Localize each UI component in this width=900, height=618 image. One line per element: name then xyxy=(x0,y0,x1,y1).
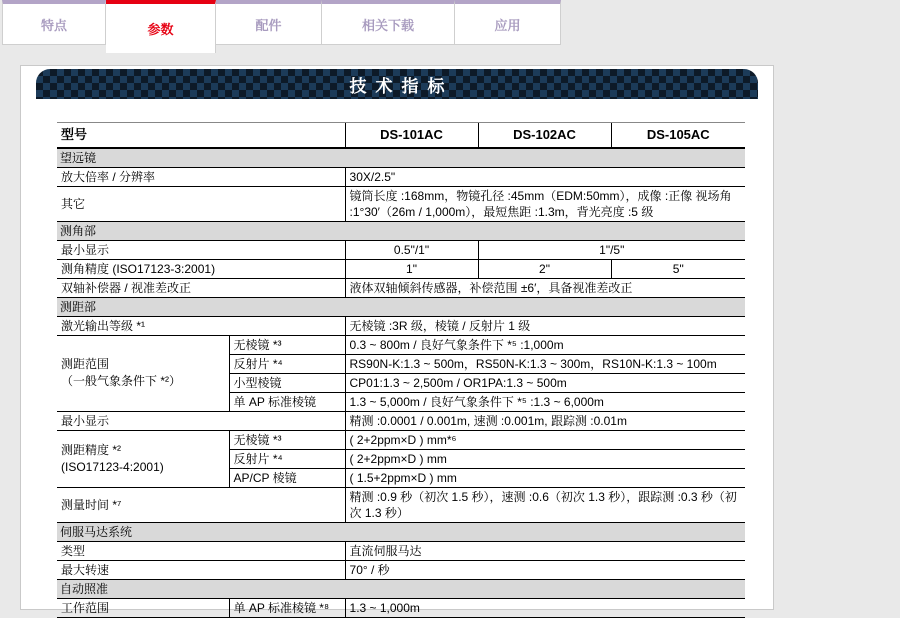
measure-time-value: 精测 :0.9 秒（初次 1.5 秒），速测 :0.6（初次 1.3 秒），跟踪测 :0.3 秒（初次 1.3 秒） xyxy=(345,487,745,522)
row-distance-min-display xyxy=(57,411,745,430)
servo-type-label: 类型 xyxy=(57,541,345,560)
servo-speed-value: 70° / 秒 xyxy=(345,560,745,579)
row-measure-time xyxy=(57,487,745,522)
accuracy-sheet-value: ( 2+2ppm×D ) mm xyxy=(345,449,745,468)
angle-accuracy-label: 测角精度 (ISO17123-3:2001) xyxy=(57,259,345,278)
distance-min-display-label: 最小显示 xyxy=(57,411,345,430)
tab-accessories-label: 配件 xyxy=(255,17,282,33)
tab-downloads[interactable] xyxy=(322,0,455,45)
tab-downloads-label: 相关下载 xyxy=(361,17,414,33)
section-row-servo xyxy=(57,522,745,541)
section-row-distance xyxy=(57,297,745,316)
magnification-label: 放大倍率 / 分辨率 xyxy=(57,167,345,186)
section-title-servo: 伺服马达系统 xyxy=(57,522,745,541)
row-accuracy-reflectorless xyxy=(57,430,745,449)
tab-accessories[interactable] xyxy=(216,0,322,45)
angle-accuracy-ds105: 5" xyxy=(611,259,745,278)
angle-min-display-ds102-105: 1"/5" xyxy=(478,240,745,259)
section-row-telescope xyxy=(57,148,745,168)
model-ds101ac: DS-101AC xyxy=(345,123,478,148)
tab-bar xyxy=(2,0,561,53)
tech-spec-banner xyxy=(36,69,758,99)
section-title-angle: 测角部 xyxy=(57,221,745,240)
tab-parameters[interactable] xyxy=(106,0,216,53)
range-ap-prism-sub: 单 AP 标准棱镜 xyxy=(229,392,345,411)
working-range-sub: 单 AP 标准棱镜 *⁸ xyxy=(229,598,345,617)
model-header-label: 型号 xyxy=(57,123,345,148)
magnification-value: 30X/2.5" xyxy=(345,167,745,186)
laser-class-value: 无棱镜 :3R 级，棱镜 / 反射片 1 级 xyxy=(345,316,745,335)
model-ds105ac: DS-105AC xyxy=(611,123,745,148)
tab-features-label: 特点 xyxy=(40,17,67,33)
distance-min-display-value: 精测 :0.0001 / 0.001m, 速测 :0.001m, 跟踪测 :0.01m xyxy=(345,411,745,430)
banner-title: 技术指标 xyxy=(349,76,454,96)
section-row-auto-aim xyxy=(57,579,745,598)
distance-accuracy-label-cell xyxy=(57,430,229,487)
content-panel xyxy=(20,65,774,615)
section-row-angle xyxy=(57,221,745,240)
telescope-other-label: 其它 xyxy=(57,186,345,221)
distance-accuracy-label-line1: 测距精度 *² xyxy=(61,442,122,457)
working-range-value: 1.3 ~ 1,000m xyxy=(345,598,745,617)
table-header-row xyxy=(57,123,745,148)
row-servo-type xyxy=(57,541,745,560)
accuracy-reflectorless-sub: 无棱镜 *³ xyxy=(229,430,345,449)
range-mini-prism-sub: 小型棱镜 xyxy=(229,373,345,392)
servo-speed-label: 最大转速 xyxy=(57,560,345,579)
compensator-value: 液体双轴倾斜传感器，补偿范围 ±6′，具备视准差改正 xyxy=(345,278,745,297)
row-magnification xyxy=(57,167,745,186)
angle-min-display-ds101: 0.5"/1" xyxy=(345,240,478,259)
row-range-reflectorless xyxy=(57,335,745,354)
spec-table xyxy=(57,122,745,618)
servo-type-value: 直流伺服马达 xyxy=(345,541,745,560)
distance-accuracy-label-line2: (ISO17123-4:2001) xyxy=(61,459,164,474)
accuracy-sheet-sub: 反射片 *⁴ xyxy=(229,449,345,468)
range-mini-prism-value: CP01:1.3 ~ 2,500m / OR1PA:1.3 ~ 500m xyxy=(345,373,745,392)
row-servo-speed xyxy=(57,560,745,579)
range-ap-prism-value: 1.3 ~ 5,000m / 良好气象条件下 *⁵ :1.3 ~ 6,000m xyxy=(345,392,745,411)
accuracy-prism-value: ( 1.5+2ppm×D ) mm xyxy=(345,468,745,487)
working-range-label: 工作范围 xyxy=(57,598,229,617)
range-label-line1: 测距范围 xyxy=(61,357,110,371)
row-laser-class xyxy=(57,316,745,335)
range-label-cell xyxy=(57,335,229,411)
angle-min-display-label: 最小显示 xyxy=(57,240,345,259)
telescope-other-value: 镜筒长度 :168mm，物镜孔径 :45mm（EDM:50mm），成像 :正像 视场角 :1°30′（26m / 1,000m），最短焦距 :1.3m，背光亮度 :5 级 xyxy=(345,186,745,221)
accuracy-prism-sub: AP/CP 棱镜 xyxy=(229,468,345,487)
range-reflectorless-value: 0.3 ~ 800m / 良好气象条件下 *⁵ :1,000m xyxy=(345,335,745,354)
range-sheet-sub: 反射片 *⁴ xyxy=(229,354,345,373)
range-label-line2: （一般气象条件下 *²） xyxy=(61,374,182,388)
section-title-auto-aim: 自动照准 xyxy=(57,579,745,598)
tab-parameters-label: 参数 xyxy=(147,22,174,37)
angle-accuracy-ds102: 2" xyxy=(478,259,611,278)
laser-class-label: 激光输出等级 *¹ xyxy=(57,316,345,335)
row-angle-accuracy xyxy=(57,259,745,278)
row-compensator xyxy=(57,278,745,297)
row-angle-min-display xyxy=(57,240,745,259)
measure-time-label: 测量时间 *⁷ xyxy=(57,487,345,522)
section-title-distance: 测距部 xyxy=(57,297,745,316)
model-ds102ac: DS-102AC xyxy=(478,123,611,148)
accuracy-reflectorless-value: ( 2+2ppm×D ) mm*⁶ xyxy=(345,430,745,449)
row-working-range xyxy=(57,598,745,617)
range-sheet-value: RS90N-K:1.3 ~ 500m，RS50N-K:1.3 ~ 300m，RS10N-K:1.3 ~ 100m xyxy=(345,354,745,373)
tab-applications[interactable] xyxy=(455,0,561,45)
range-reflectorless-sub: 无棱镜 *³ xyxy=(229,335,345,354)
tab-applications-label: 应用 xyxy=(494,17,521,33)
row-telescope-other xyxy=(57,186,745,221)
tab-features[interactable] xyxy=(2,0,106,45)
section-title-telescope: 望远镜 xyxy=(57,148,745,168)
angle-accuracy-ds101: 1" xyxy=(345,259,478,278)
compensator-label: 双轴补偿器 / 视准差改正 xyxy=(57,278,345,297)
